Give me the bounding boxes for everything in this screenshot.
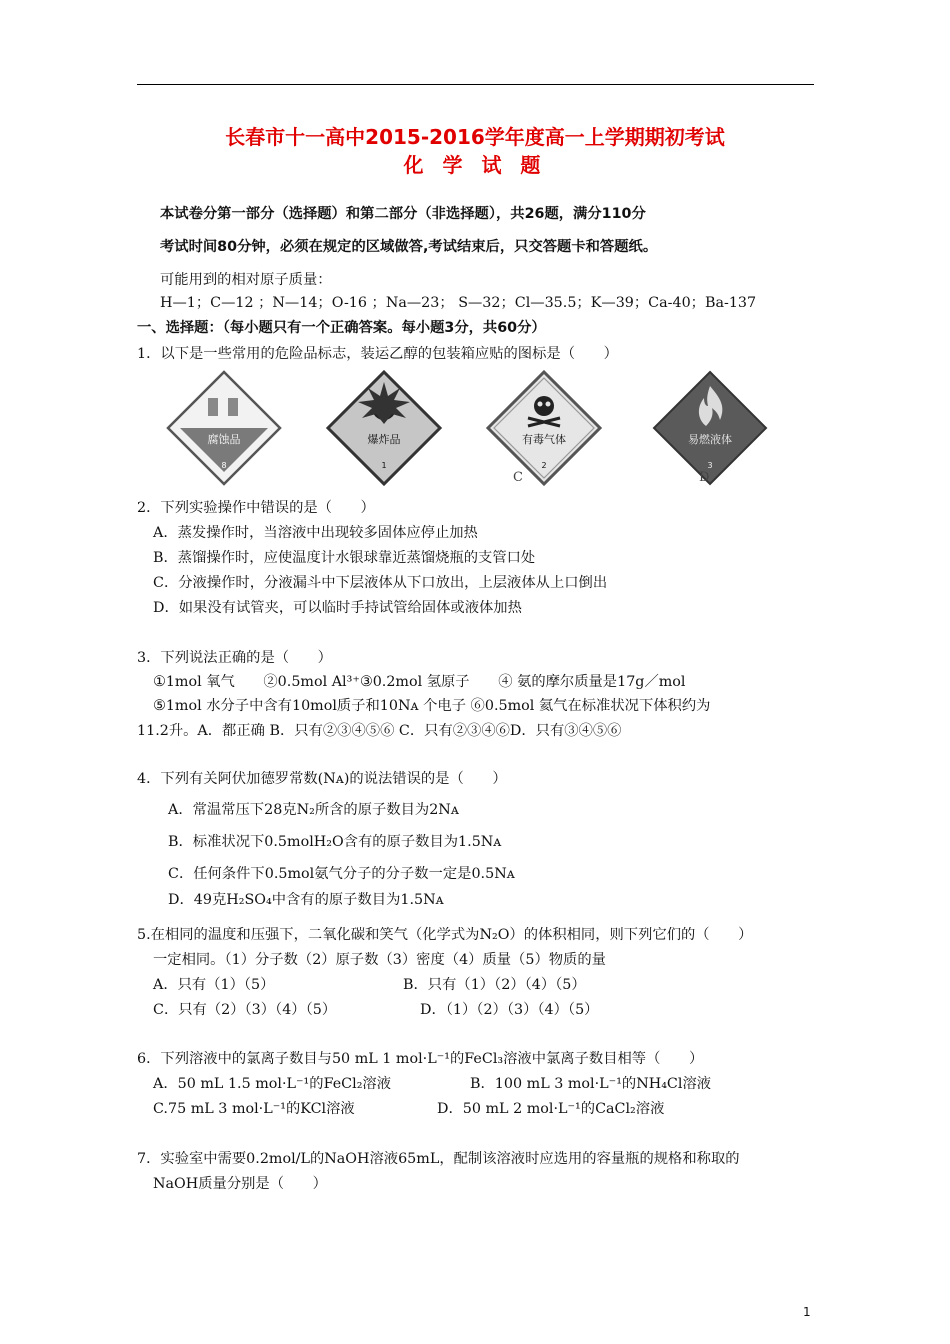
q4-option-b: B．标准状况下0.5molH₂O含有的原子数目为1.5Nᴀ: [168, 834, 502, 850]
q3-line-3: 11.2升。A．都正确 B．只有②③④⑤⑥ C．只有②③④⑥D．只有③④⑤⑥: [137, 723, 622, 739]
q2-option-c: C．分液操作时，分液漏斗中下层液体从下口放出，上层液体从上口倒出: [153, 575, 608, 591]
q2-option-b: B．蒸馏操作时，应使温度计水银球靠近蒸馏烧瓶的支管口处: [153, 550, 536, 566]
intro-line-1: 本试卷分第一部分（选择题）和第二部分（非选择题），共26题，满分110分: [160, 206, 646, 222]
intro-line-3: 可能用到的相对原子质量：: [160, 272, 332, 288]
q2-option-a: A．蒸发操作时，当溶液中出现较多固体应停止加热: [153, 525, 478, 541]
sign-label: 有毒气体: [522, 433, 566, 446]
q4-option-c: C．任何条件下0.5mol氨气分子的分子数一定是0.5Nᴀ: [168, 866, 515, 882]
page-number: 1: [803, 1305, 811, 1319]
hazard-signs: [160, 368, 780, 488]
atomic-masses: H—1；C—12 ；N—14；O-16 ；Na—23； S—32；Cl—35.5；K—39；Ca-40；Ba-137: [160, 295, 757, 311]
q6-option-c: C.75 mL 3 mol·L⁻¹的KCl溶液: [153, 1101, 355, 1117]
q7-stem-2: NaOH质量分别是（ ）: [153, 1176, 327, 1192]
flammable-liquid-sign-icon: [650, 368, 770, 488]
q5-option-d: D．（1）（2）（3）（4）（5）: [420, 1002, 599, 1018]
q4-option-d: D．49克H₂SO₄中含有的原子数目为1.5Nᴀ: [168, 892, 444, 908]
q4-stem: 4．下列有关阿伏加德罗常数(Nᴀ)的说法错误的是（ ）: [137, 771, 507, 787]
section-heading: 一、选择题：（每小题只有一个正确答案。每小题3分，共60分）: [137, 320, 546, 336]
q6-stem: 6．下列溶液中的氯离子数目与50 mL 1 mol·L⁻¹的FeCl₃溶液中氯离子数目相等（ ）: [137, 1051, 704, 1067]
q5-stem: 5.在相同的温度和压强下，二氧化碳和笑气（化学式为N₂O）的体积相同，则下列它们的（ ）: [137, 927, 753, 943]
intro-line-2: 考试时间80分钟，必须在规定的区域做答,考试结束后，只交答题卡和答题纸。: [160, 239, 658, 255]
sign-label: 易燃液体: [688, 433, 732, 446]
q5-stem-2: 一定相同。（1）分子数（2）原子数（3）密度（4）质量（5）物质的量: [153, 952, 606, 968]
q3-line-2: ⑤1mol 水分子中含有10mol质子和10Nᴀ 个电子 ⑥0.5mol 氦气在标准状况下体积约为: [153, 698, 711, 714]
q5-option-a: A．只有（1）（5）: [153, 977, 275, 993]
q6-option-b: B．100 mL 3 mol·L⁻¹的NH₄Cl溶液: [470, 1076, 712, 1092]
svg-text:8: 8: [221, 461, 227, 470]
sign-label: 腐蚀品: [207, 433, 241, 446]
svg-text:1: 1: [381, 461, 387, 470]
q6-option-d: D．50 mL 2 mol·L⁻¹的CaCl₂溶液: [437, 1101, 665, 1117]
q4-option-a: A．常温常压下28克N₂所含的原子数目为2Nᴀ: [168, 802, 459, 818]
q2-stem: 2．下列实验操作中错误的是（ ）: [137, 500, 375, 516]
svg-text:3: 3: [707, 461, 713, 470]
exam-title: 长春市十一高中2015-2016学年度高一上学期期初考试: [225, 125, 725, 149]
top-rule: [137, 84, 814, 85]
explosive-sign-icon: [324, 368, 444, 488]
q5-option-b: B．只有（1）（2）（4）（5）: [403, 977, 586, 993]
q6-option-a: A．50 mL 1.5 mol·L⁻¹的FeCl₂溶液: [153, 1076, 392, 1092]
q5-option-c: C．只有（2）（3）（4）（5）: [153, 1002, 337, 1018]
sign-option-letter: C: [513, 470, 523, 485]
corrosive-sign-icon: [164, 368, 284, 488]
q7-stem: 7．实验室中需要0.2mol/L的NaOH溶液65mL，配制该溶液时应选用的容量瓶的规格和称取的: [137, 1151, 740, 1167]
exam-subtitle: 化 学 试 题: [403, 153, 547, 177]
q3-line-1: ①1mol 氧气 ②0.5mol Al³⁺③0.2mol 氢原子 ④ 氨的摩尔质量是17g／mol: [153, 674, 686, 690]
toxic-gas-sign-icon: [484, 368, 604, 488]
sign-label: 爆炸品: [367, 433, 401, 446]
q1-stem: 1．以下是一些常用的危险品标志，装运乙醇的包装箱应贴的图标是（ ）: [137, 346, 618, 362]
q2-option-d: D．如果没有试管夹，可以临时手持试管给固体或液体加热: [153, 600, 522, 616]
svg-text:2: 2: [541, 461, 547, 470]
q3-stem: 3．下列说法正确的是（ ）: [137, 650, 332, 666]
sign-option-letter: D: [699, 470, 710, 485]
